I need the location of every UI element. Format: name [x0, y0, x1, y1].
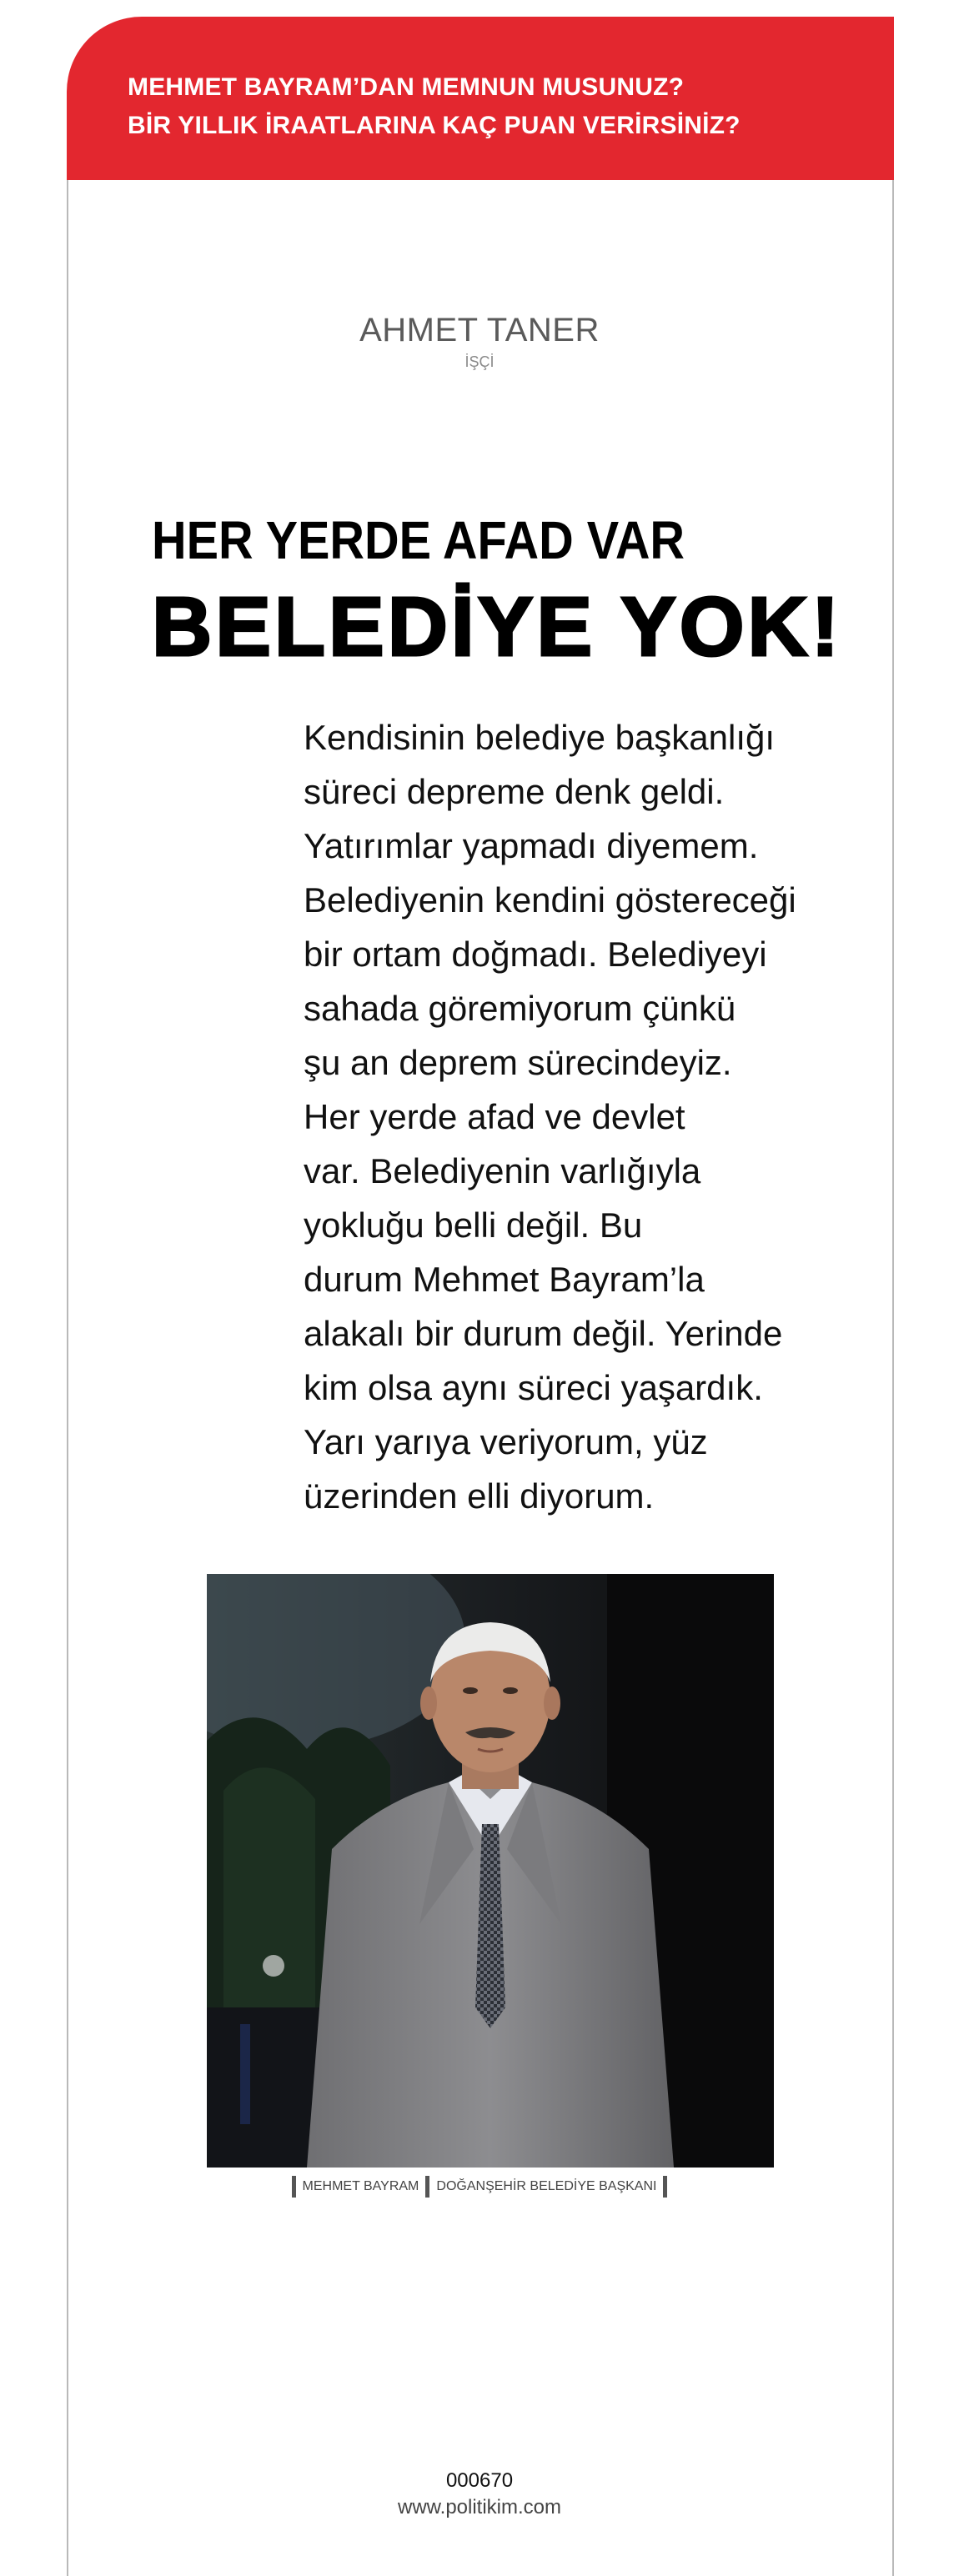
banner-question-line-1: MEHMET BAYRAM’DAN MEMNUN MUSUNUZ? — [128, 73, 685, 101]
footer-code: 000670 — [445, 2469, 514, 2492]
quote-line: Yatırımlar yapmadı diyemem. — [304, 826, 759, 865]
quote-line: kim olsa aynı süreci yaşardık. — [304, 1368, 763, 1407]
portrait-illustration — [207, 1574, 774, 2168]
page-frame-right-border — [892, 180, 894, 2576]
author-block — [0, 310, 959, 372]
mayor-portrait-photo — [207, 1574, 774, 2168]
headline-line-2: BELEDİYE YOK! — [152, 580, 843, 674]
photo-caption — [0, 2173, 959, 2201]
quote-line: üzerinden elli diyorum. — [304, 1476, 655, 1516]
quote-line: Yarı yarıya veriyorum, yüz — [304, 1422, 708, 1461]
quote-line: var. Belediyenin varlığıyla — [304, 1151, 701, 1190]
quote-line: Kendisinin belediye başkanlığı — [304, 718, 776, 757]
headline-line-1: HER YERDE AFAD VAR — [152, 510, 685, 570]
quote-line: yokluğu belli değil. Bu — [304, 1205, 643, 1245]
quote-line: bir ortam doğmadı. Belediyeyi — [304, 935, 767, 974]
header-banner — [67, 17, 894, 180]
quote-line: alakalı bir durum değil. Yerinde — [304, 1314, 783, 1353]
page-footer — [0, 2468, 959, 2521]
banner-question-line-2: BİR YILLIK İRAATLARINA KAÇ PUAN VERİRSİNİZ? — [128, 112, 741, 139]
caption-person-name: MEHMET BAYRAM — [302, 2179, 419, 2193]
quote-line: süreci depreme denk geldi. — [304, 772, 725, 811]
footer-website-link[interactable]: www.politikim.com — [397, 2496, 562, 2518]
caption-separator — [663, 2176, 667, 2198]
author-role: İŞÇİ — [464, 353, 495, 370]
quote-line: sahada göremiyorum çünkü — [304, 989, 736, 1028]
page-frame-left-border — [67, 180, 68, 2576]
quote-body — [304, 710, 821, 1523]
quote-line: şu an deprem sürecindeyiz. — [304, 1043, 732, 1082]
quote-line: Her yerde afad ve devlet — [304, 1097, 685, 1136]
quote-line: durum Mehmet Bayram’la — [304, 1260, 705, 1299]
caption-person-title: DOĞANŞEHİR BELEDİYE BAŞKANI — [436, 2179, 657, 2193]
caption-separator — [425, 2176, 429, 2198]
quote-line: Belediyenin kendini göstereceği — [304, 880, 796, 920]
caption-separator — [292, 2176, 296, 2198]
author-name: AHMET TANER — [359, 312, 600, 348]
